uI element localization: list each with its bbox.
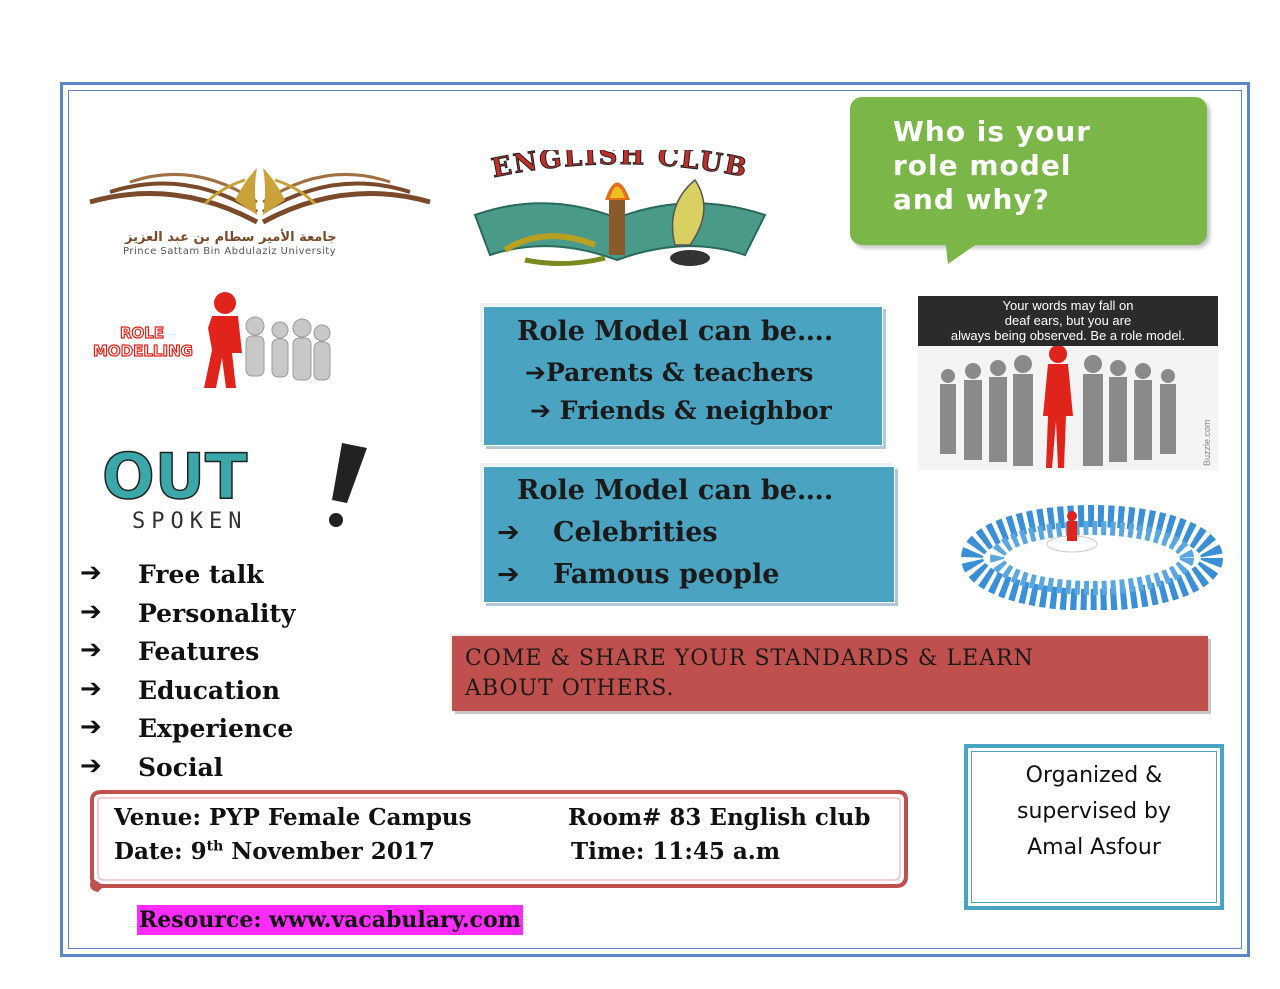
room-label: Room# 83 English club xyxy=(568,804,871,831)
buzzle-watermark: Buzzle.com xyxy=(1202,419,1212,466)
event-details-scroll xyxy=(90,786,910,894)
arrow-icon: ➔ xyxy=(80,712,102,742)
arrow-icon: ➔ xyxy=(80,673,102,704)
venue-label: Venue: PYP Female Campus xyxy=(114,804,472,831)
time-label: Time: 11:45 a.m xyxy=(571,838,781,865)
box2-title: Role Model can be…. xyxy=(517,475,834,506)
spoken-word: SPOKEN xyxy=(132,509,248,534)
university-logo xyxy=(85,160,435,270)
arrow-icon: ➔ xyxy=(80,635,102,665)
organizer-text: Organized & supervised by Amal Asfour xyxy=(1016,763,1172,860)
out-spoken-logo xyxy=(92,428,372,540)
bubble-line-3: and why? xyxy=(893,183,1050,216)
resource-link: Resource: www.vacabulary.com xyxy=(139,907,521,933)
crowd-circle-image xyxy=(960,500,1225,610)
arrow-icon: ➔ xyxy=(530,396,560,425)
arrow-icon: ➔ xyxy=(497,559,520,590)
arrow-icon: ➔ xyxy=(525,358,546,387)
arrow-icon: ➔ xyxy=(80,596,102,627)
role-logo-line-2: MODELLING xyxy=(93,342,193,360)
open-book-icon xyxy=(85,160,435,230)
box1-title: Role Model can be…. xyxy=(517,316,834,347)
box2-item-2: ➔ Famous people xyxy=(497,559,780,590)
arrow-icon: ➔ xyxy=(497,517,520,548)
call-to-action-text: COME & SHARE YOUR STANDARDS & LEARN ABOUT OTHERS. xyxy=(465,646,1034,701)
box1-item-1: ➔Parents & teachers xyxy=(525,358,814,387)
speech-bubble-tail xyxy=(945,238,995,268)
english-club-logo xyxy=(445,150,795,275)
out-word: OUT xyxy=(102,440,248,513)
role-model-quote-image xyxy=(918,296,1218,470)
box2-item-1: ➔ Celebrities xyxy=(497,517,718,548)
speech-bubble-text xyxy=(893,115,1193,217)
bubble-line-2: role model xyxy=(893,149,1072,182)
arrow-icon: ➔ xyxy=(80,750,102,781)
svg-text:ENGLISH CLUB xyxy=(489,150,751,184)
business-people-silhouettes xyxy=(918,346,1218,470)
arrow-icon: ➔ xyxy=(80,558,102,588)
university-english-name: Prince Sattam Bin Abdulaziz University xyxy=(123,246,337,257)
role-modelling-image xyxy=(90,288,340,403)
date-label: Date: 9th November 2017 xyxy=(114,838,435,865)
role-logo-line-1: ROLE xyxy=(120,324,165,342)
university-arabic-name: جامعة الأمير سطام بن عبد العزيز xyxy=(125,230,337,245)
club-title: ENGLISH CLUB xyxy=(489,150,751,185)
box1-item-2: ➔ Friends & neighbor xyxy=(530,396,832,425)
bubble-line-1: Who is your xyxy=(893,115,1092,148)
quote-caption: Your words may fall on deaf ears, but you are always being observed. Be a role model. xyxy=(950,298,1186,343)
